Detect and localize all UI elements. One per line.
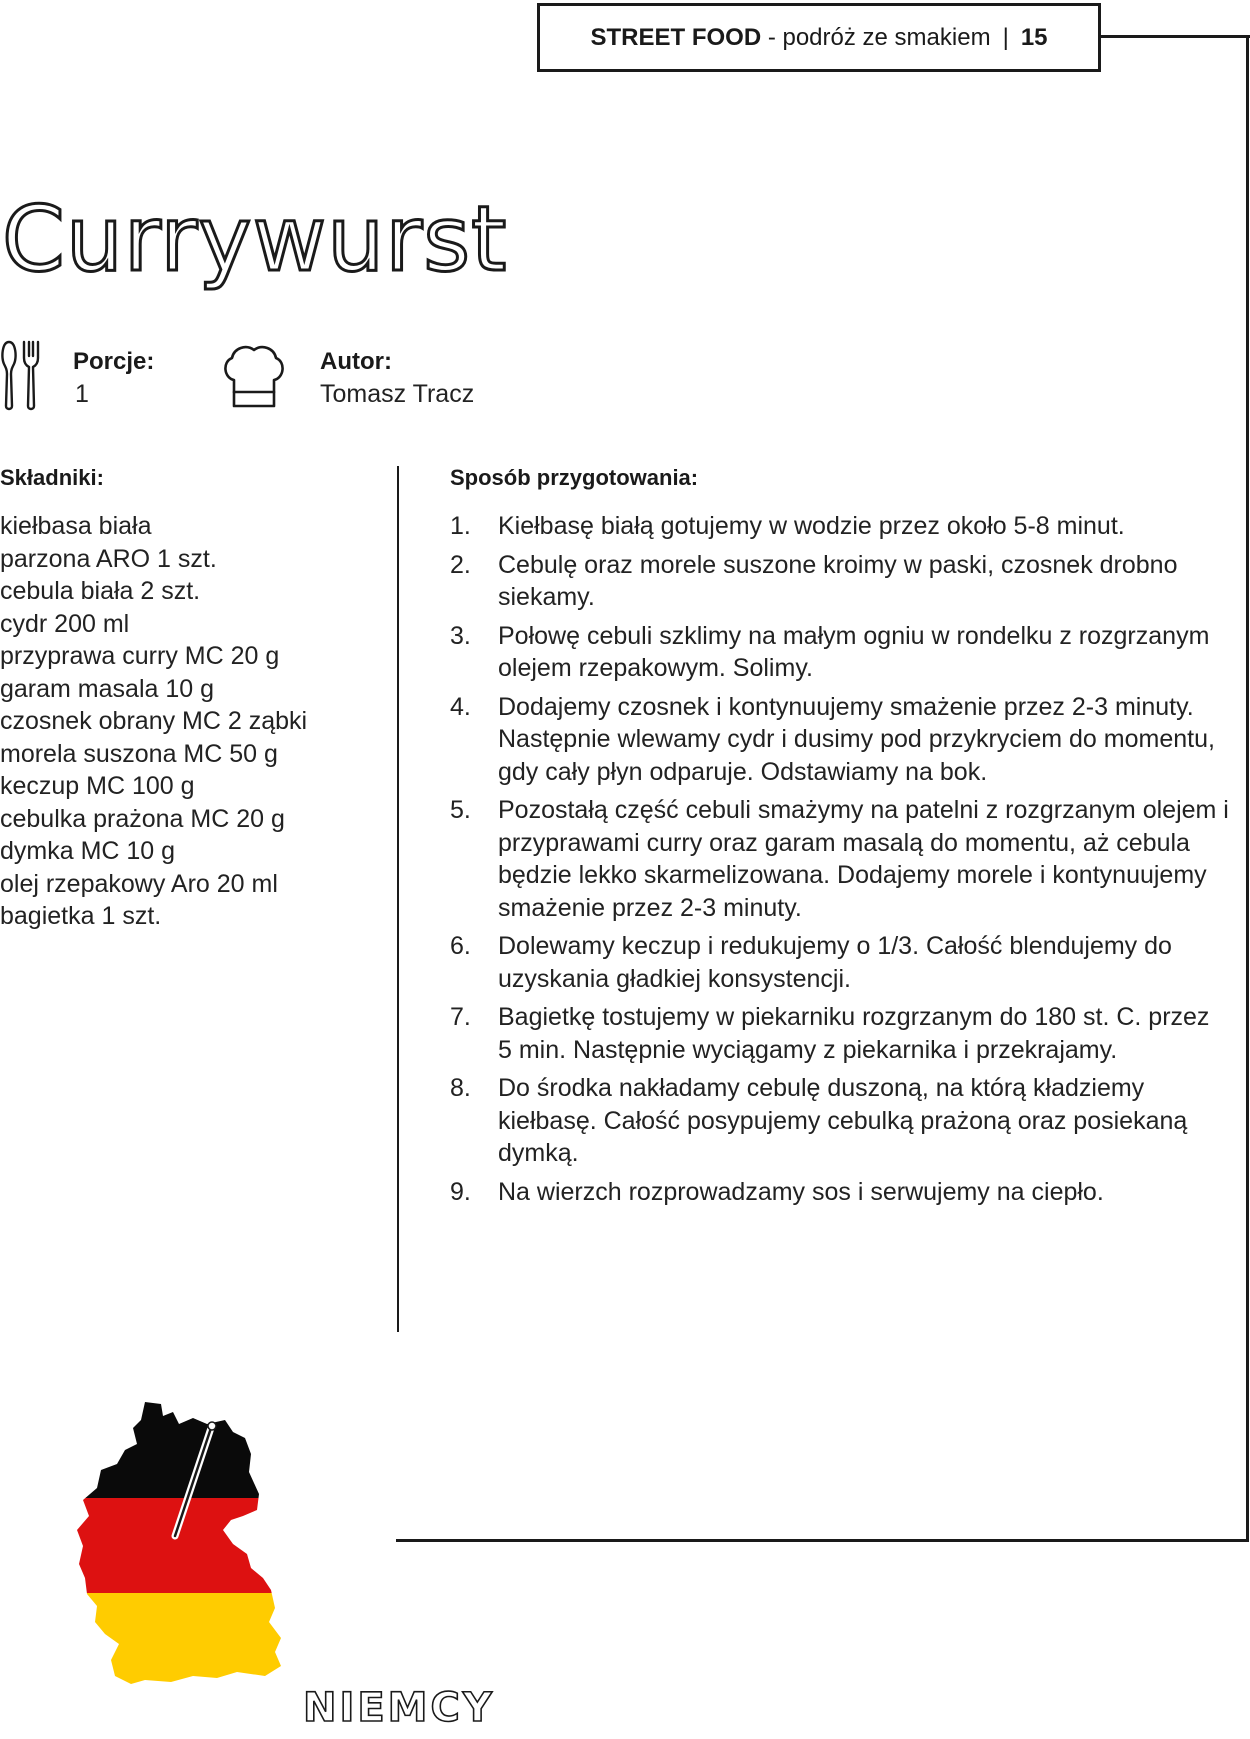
step-text: Pozostałą część cebuli smażymy na patelni z rozgrzanym olejem i przyprawami curry oraz garam masalą do momentu, aż cebula będzie lekko skarmelizowana. Dodajemy morele i kontynuujemy smażenie przez 2-3 minuty. xyxy=(498,796,1229,922)
ingredient-item: morela suszona MC 50 g xyxy=(0,739,278,768)
ingredients-heading: Składniki: xyxy=(0,465,104,490)
portions-value: 1 xyxy=(75,380,89,408)
ingredient-item: czosnek obrany MC 2 ząbki xyxy=(0,707,308,735)
step-number: 2. xyxy=(450,550,471,579)
frame-line-top xyxy=(1101,35,1250,38)
germany-flag-map xyxy=(75,1398,315,1688)
frame-line-right xyxy=(1246,35,1249,1542)
ingredient-item: bagietka 1 szt. xyxy=(0,902,162,930)
step-number: 1. xyxy=(450,512,471,540)
publication-title: STREET FOOD xyxy=(590,23,762,51)
ingredient-item: olej rzepakowy Aro 20 ml xyxy=(0,869,278,898)
step-number: 3. xyxy=(450,621,471,650)
recipe-title: Currywurst xyxy=(2,187,508,292)
step-item xyxy=(450,549,1230,614)
step-text: Cebulę oraz morele suszone kroimy w paski, czosnek drobno siekamy. xyxy=(498,550,1178,611)
page-number: 15 xyxy=(1020,23,1048,51)
step-text: Połowę cebuli szklimy na małym ogniu w rondelku z rozgrzanym olejem rzepakowym. Solimy. xyxy=(498,621,1210,682)
column-divider xyxy=(397,466,399,1332)
ingredient-item: cydr 200 ml xyxy=(0,609,130,638)
preparation-heading: Sposób przygotowania: xyxy=(450,465,699,490)
ingredients-list xyxy=(0,510,380,933)
chef-hat-icon xyxy=(220,340,288,410)
step-text: Na wierzch rozprowadzamy sos i serwujemy na ciepło. xyxy=(498,1177,1104,1206)
step-number: 8. xyxy=(450,1074,471,1102)
step-text: Do środka nakładamy cebulę duszoną, na którą kładziemy kiełbasę. Całość posypujemy cebulką prażoną oraz posiekaną dymką. xyxy=(498,1074,1188,1167)
preparation-steps xyxy=(450,510,1230,1214)
flag-stripe-red xyxy=(75,1498,315,1593)
header-separator: | xyxy=(1002,23,1009,51)
ingredient-item: parzona ARO 1 szt. xyxy=(0,544,217,573)
step-text: Bagietkę tostujemy w piekarniku rozgrzanym do 180 st. C. przez 5 min. Następnie wyciągamy z piekarnika i przekrajamy. xyxy=(498,1003,1210,1064)
step-number: 7. xyxy=(450,1003,471,1031)
step-item xyxy=(450,794,1230,924)
step-number: 5. xyxy=(450,796,471,824)
step-item xyxy=(450,691,1230,789)
step-item xyxy=(450,1001,1230,1066)
step-number: 4. xyxy=(450,692,471,721)
step-item xyxy=(450,510,1230,543)
step-item xyxy=(450,1072,1230,1170)
frame-line-bottom xyxy=(396,1539,1249,1542)
author-label: Autor: xyxy=(320,348,392,375)
flag-stripe-gold xyxy=(75,1593,315,1688)
page-header xyxy=(537,3,1101,72)
step-item xyxy=(450,620,1230,685)
author-value: Tomasz Tracz xyxy=(320,380,475,408)
ingredient-item: garam masala 10 g xyxy=(0,674,215,703)
step-item xyxy=(450,930,1230,995)
step-item xyxy=(450,1176,1230,1209)
country-name: NIEMCY xyxy=(303,1685,495,1731)
portions-label: Porcje: xyxy=(73,348,155,375)
publication-subtitle: - podróż ze smakiem xyxy=(767,23,991,51)
ingredient-item: cebula biała 2 szt. xyxy=(0,577,201,605)
step-number: 9. xyxy=(450,1177,471,1206)
step-text: Dodajemy czosnek i kontynuujemy smażenie przez 2-3 minuty. Następnie wlewamy cydr i dusimy pod przykryciem do momentu, gdy cały płyn odparuje. Odstawiamy na bok. xyxy=(498,692,1215,786)
cutlery-icon xyxy=(0,340,40,412)
step-number: 6. xyxy=(450,932,471,960)
ingredient-item: przyprawa curry MC 20 g xyxy=(0,642,280,670)
ingredient-item: keczup MC 100 g xyxy=(0,772,195,800)
ingredient-item: kiełbasa biała xyxy=(0,512,152,540)
ingredient-item: cebulka prażona MC 20 g xyxy=(0,804,285,833)
step-text: Dolewamy keczup i redukujemy o 1/3. Całość blendujemy do uzyskania gładkiej konsystencji. xyxy=(498,932,1172,993)
ingredient-item: dymka MC 10 g xyxy=(0,837,176,865)
step-text: Kiełbasę białą gotujemy w wodzie przez około 5-8 minut. xyxy=(498,512,1125,540)
